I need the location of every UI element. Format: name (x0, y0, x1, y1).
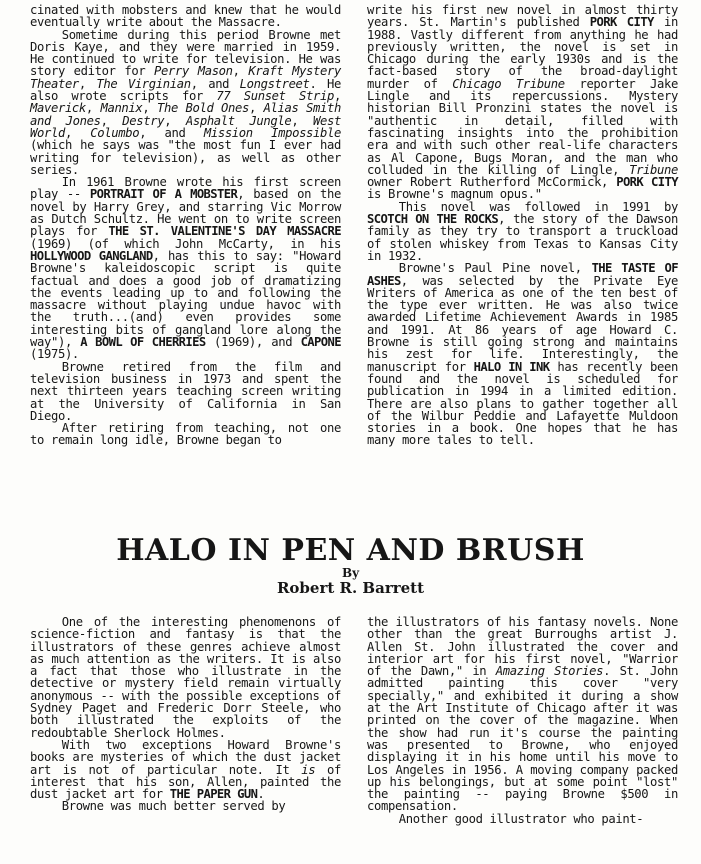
italic-title: Longstreet (239, 76, 310, 91)
text-run: Sometime during this period Browne met Doris Kaye, and they were married in 1959. He continued to write for television. He was story editor for (30, 27, 341, 79)
italic-title: Mannix (100, 101, 143, 116)
text-run: , has this to say: "Howard Browne's kaleidoscopic script is quite factual and does a good job of dramatizing the events leading up to and following the massacre without playing undue havoc with the truth...(and) even provides some interesting bits of gangland lore along the way"), (30, 248, 341, 350)
column-top-right (367, 4, 678, 447)
text-run: , (232, 64, 249, 79)
paragraph (367, 4, 678, 201)
italic-title: 77 Sunset Strip (216, 89, 334, 104)
text-run: owner Robert Rutherford McCormick, (367, 175, 617, 190)
text-run: One of the interesting phenomenons of science-fiction and fantasy is that the illustrators of these genres achieve almost as much attention as the writers. It is also a fact that those who illustrate in the detective or mystery field remain virtually anonymous -- with the possible exceptions of Sydney Paget and Frederic Dorr Steele, who both illustrated the exploits of the redoubtable Sherlock Holmes. (30, 615, 341, 740)
text-run: . He also wrote scripts for (30, 76, 341, 104)
italic-title: Columbo (90, 125, 140, 140)
text-run: . (257, 787, 265, 802)
text-run: , (100, 113, 123, 128)
italic-title: Asphalt Jungle (185, 113, 292, 128)
text-run: , based on the novel by Harry Grey, and starring Vic Morrow as Dutch Schultz. He went on to write screen plays for (30, 187, 341, 239)
paragraph (367, 262, 678, 446)
italic-title: Tribune (629, 162, 678, 177)
text-run: Browne was much better served by (61, 799, 286, 814)
text-run: . St. John admitted painting this cover "very specially," and exhibited it during a show at the Art Institute of Chicago after it was printed on the cover of the magazine. When the show had run it's course the painting was presented to Browne, who enjoyed displaying it in his home until his move to Los Angeles in 1956. A moving company packed up his belongings, but at some point "lost" the painting -- paying Browne $500 in compensation. (367, 664, 678, 814)
text-run: the illustrators of his fantasy novels. None other than the great Burroughs artist J. Allen St. John illustrated the cover and interior art for his first novel, "Warrior of the Dawn," in (367, 615, 678, 679)
bold-title: A BOWL OF CHERRIES (80, 335, 206, 350)
bold-title: HALO IN INK (473, 359, 550, 374)
byline-by: By (341, 566, 360, 580)
italic-title: is (301, 762, 316, 777)
text-run: (1975). (30, 347, 79, 362)
text-run: , (291, 113, 314, 128)
paragraph (30, 422, 341, 447)
paragraph (30, 800, 341, 812)
italic-title: Perry Mason (154, 64, 233, 79)
text-run: Browne's Paul Pine novel, (398, 261, 592, 276)
text-run: , (164, 113, 186, 128)
text-run: , the story of the Dawson family as they try to transport a truckload of stolen whiskey from Texas to Kansas City in 1932. (367, 212, 678, 263)
text-run: After retiring from teaching, not one to remain long idle, Browne began to (30, 421, 341, 448)
bold-title: THE TASTE OF ASHES (367, 261, 678, 288)
bold-title: SCOTCH ON THE ROCKS (367, 212, 499, 227)
bold-title: PORTRAIT OF A MOBSTER (89, 187, 238, 202)
italic-title: Mission Impossible (203, 125, 341, 140)
text-run: Browne retired from the film and television business in 1973 and spent the next thirteen years teaching screen writing at the University of California in San Diego. (30, 359, 341, 423)
bold-title: PORK CITY (616, 175, 678, 190)
italic-title: Amazing Stories (495, 664, 604, 679)
column-bottom-right (367, 616, 678, 825)
text-run: In 1961 Browne wrote his first screen play -- (30, 175, 341, 202)
text-run: , was selected by the Private Eye Writers of America as one of the ten best of the type ever written. He was also twice awarded Lifetime Achievement Awards in 1985 and 1991. At 86 years of age Howard C. Browne is still going strong and maintains his zest for life. Interestingly, the manuscript for (367, 273, 678, 374)
text-run: (1969), and (205, 335, 301, 350)
italic-title: Kraft Mystery Theater (30, 64, 341, 91)
paragraph (30, 739, 341, 800)
paragraph (367, 201, 678, 262)
italic-title: Destry (122, 113, 165, 128)
text-run: , (64, 125, 91, 140)
text-run: With two exceptions Howard Browne's books are mysteries of which the dust jacket art is not of particular note. It (30, 737, 341, 777)
paragraph (30, 361, 341, 422)
text-run: (which he says was "the most fun I ever had writing for television), as well as other series. (30, 138, 341, 177)
text-run: reporter Jake Lingle and its repercussions. Mystery historian Bill Pronzini states the novel is "authentic in detail, filled with fascinating insights into the prohibition era and with such other real-life characters as Al Capone, Bugs Moran, and the man who colluded in the killing of Lingle, (367, 76, 678, 177)
text-run: , (142, 101, 157, 116)
bold-title: THE PAPER GUN (169, 787, 258, 802)
column-top-left (30, 4, 341, 447)
text-run: write his first new novel in almost thirty years. St. Martin's published (367, 3, 678, 30)
paragraph (30, 616, 341, 739)
text-run: in 1988. Vastly different from anything he had previously written, the novel is set in Chicago during the early 1930s and is the fact-based story of the broad-daylight murder of (367, 15, 678, 91)
text-run: , and (139, 125, 204, 140)
italic-title: The Virginian (96, 76, 191, 91)
paragraph (30, 176, 341, 360)
italic-title: West World (30, 113, 341, 140)
bold-title: PORK CITY (589, 15, 654, 30)
text-run: has recently been found and the novel is scheduled for publication in 1994 in a limited edition. There are also plans to gather together all of the Wilbur Peddie and Lafayette Muldoon stories in a book. One hopes that he has many more tales to tell. (367, 359, 678, 448)
text-run: , (78, 76, 97, 91)
text-run: (1969) (of which John McCarty, in his (30, 236, 341, 251)
text-run: of interest that his son, Allen, painted the dust jacket art for (30, 762, 342, 802)
paragraph (367, 616, 678, 813)
italic-title: Alias Smith and Jones (30, 101, 341, 128)
text-run: Another good illustrator who paint- (398, 811, 644, 826)
text-run: is Browne's magnum opus." (367, 187, 542, 202)
paragraph (367, 813, 678, 825)
text-run: , (85, 101, 101, 116)
text-run: , and (190, 76, 240, 91)
text-run: This novel was followed in 1991 by (398, 199, 678, 214)
byline-author: Robert R. Barrett (276, 579, 425, 597)
bold-title: HOLLYWOOD GANGLAND (30, 248, 153, 263)
paragraph (30, 29, 341, 177)
italic-title: Maverick (30, 101, 86, 116)
column-bottom-left (30, 616, 341, 813)
text-run: , (334, 89, 341, 104)
article-title: HALO IN PEN AND BRUSH (116, 533, 585, 568)
paragraph (30, 4, 341, 29)
bold-title: THE ST. VALENTINE'S DAY MASSACRE (108, 224, 341, 239)
text-run: , (248, 101, 264, 116)
bold-title: CAPONE (300, 335, 341, 350)
text-run: cinated with mobsters and knew that he would eventually write about the Massacre. (30, 3, 341, 30)
italic-title: The Bold Ones (156, 101, 249, 116)
italic-title: Chicago Tribune (452, 76, 565, 91)
